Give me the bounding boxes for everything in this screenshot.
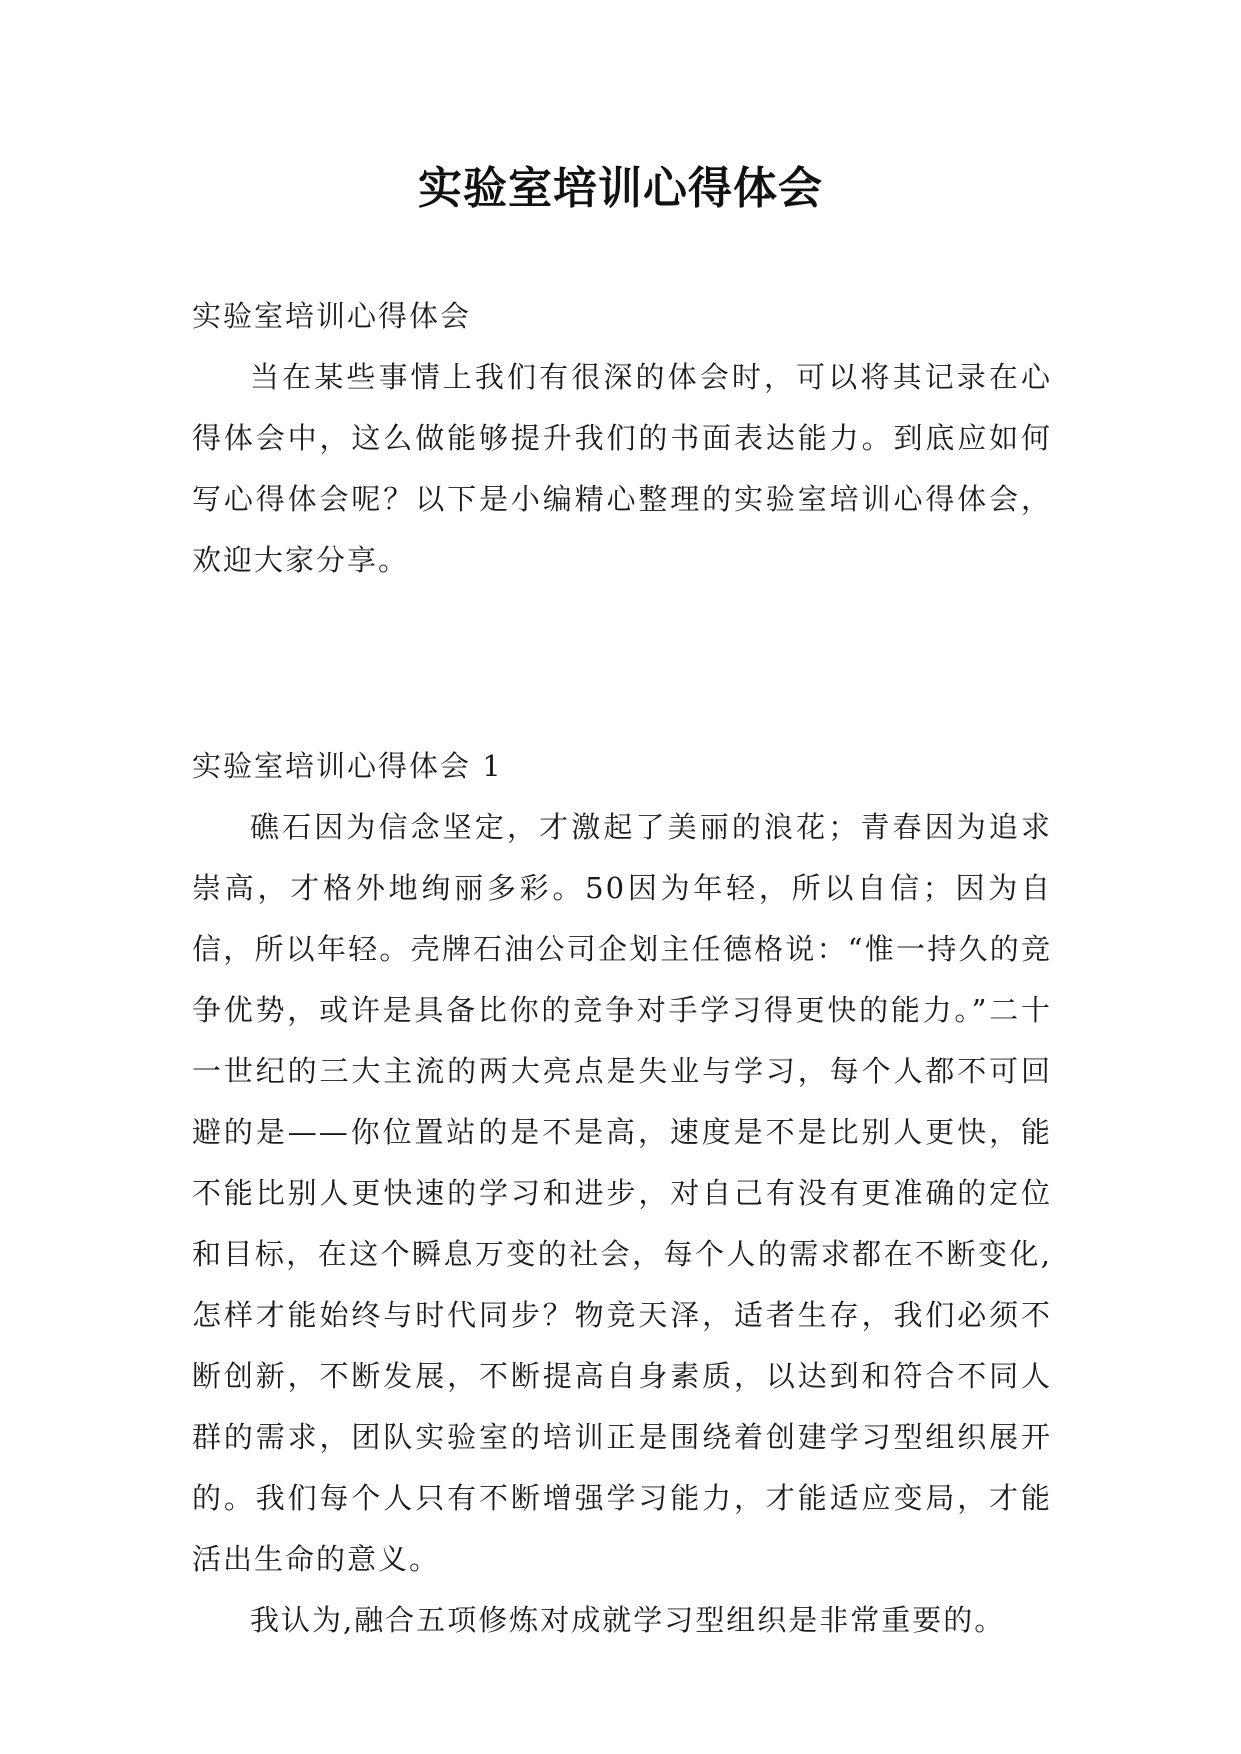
section1-heading: 实验室培训心得体会 1 (192, 749, 503, 783)
intro-paragraph: 当在某些事情上我们有很深的体会时，可以将其记录在心得体会中，这么做能够提升我们的书面表达能力。到底应如何写心得体会呢？以下是小编精心整理的实验室培训心得体会，欢迎大家分享。 (192, 360, 1052, 577)
section1-paragraph-1: 礁石因为信念坚定，才激起了美丽的浪花；青春因为追求崇高，才格外地绚丽多彩。50因为年轻，所以自信；因为自信，所以年轻。壳牌石油公司企划主任德格说：“惟一持久的竞争优势，或许是具备比你的竞争对手学习得更快的能力。”二十一世纪的三大主流的两大亮点是失业与学习，每个人都不可回避的是——你位置站的是不是高，速度是不是比别人更快，能不能比别人更快速的学习和进步，对自己有没有更准确的定位和目标，在这个瞬息万变的社会，每个人的需求都在不断变化,怎样才能始终与时代同步？物竞天泽，适者生存，我们必须不断创新，不断发展，不断提高自身素质，以达到和符合不同人群的需求，团队实验室的培训正是围绕着创建学习型组织展开的。我们每个人只有不断增强学习能力，才能适应变局，才能活出生命的意义。 (192, 810, 1052, 1576)
document-title: 实验室培训心得体会 (418, 163, 823, 214)
section1-paragraph-2: 我认为,融合五项修炼对成就学习型组织是非常重要的。 (250, 1603, 1006, 1637)
document-body (192, 286, 1052, 1651)
section-spacer (192, 591, 1052, 736)
intro-heading: 实验室培训心得体会 (192, 299, 472, 333)
